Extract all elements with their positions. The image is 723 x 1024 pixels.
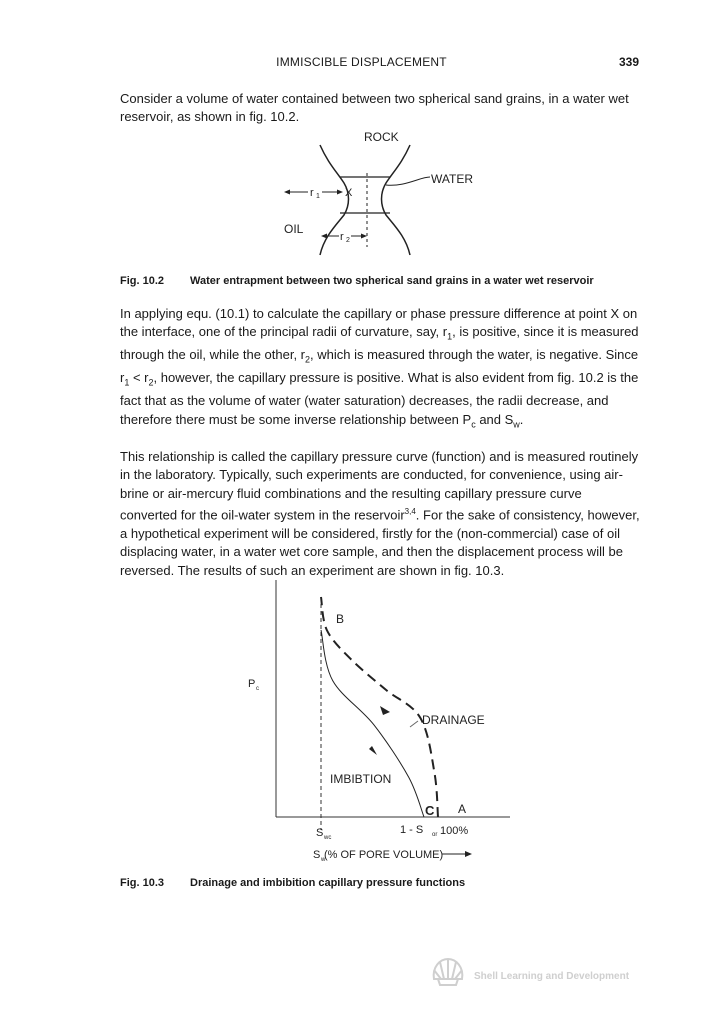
point-b-label: B <box>336 612 345 626</box>
page-number: 339 <box>618 55 639 69</box>
shell-pecten-icon <box>434 959 463 985</box>
x-axis-label-rest: (% OF PORE VOLUME) <box>324 849 444 861</box>
fig2-oil-label: OIL <box>284 222 304 236</box>
drainage-leader <box>410 721 418 727</box>
footer-brand-text: Shell Learning and Development <box>474 971 630 982</box>
point-x-label: X <box>345 187 353 199</box>
r2-subscript: 2 <box>346 237 350 244</box>
figure-10-3-chart <box>230 575 530 870</box>
r1-arrowhead-right <box>337 190 343 195</box>
right-sand-grain <box>382 145 411 255</box>
x-axis-label: S <box>313 849 321 861</box>
caption-text: Drainage and imbibition capillary pressure functions <box>190 877 466 889</box>
figure-10-3-caption <box>120 877 465 889</box>
r2-arrowhead-right <box>361 234 367 239</box>
y-axis-label: P <box>248 678 256 690</box>
caption-number: Fig. 10.2 <box>120 275 165 287</box>
swc-sub: wc <box>324 835 332 841</box>
drainage-label: DRAINAGE <box>422 713 485 727</box>
water-leader-line <box>386 177 430 185</box>
point-c-label: C <box>425 803 435 818</box>
caption-number: Fig. 10.3 <box>120 877 165 889</box>
imbibition-curve <box>321 630 424 817</box>
r2-arrowhead-left <box>321 234 327 239</box>
hundred-percent-label: 100% <box>440 825 469 837</box>
shell-footer-logo <box>430 955 650 991</box>
paragraph-capillary-radii: In applying equ. (10.1) to calculate the capillary or phase pressure difference at point X on the interface, one of the principal radii of curvature, say, $r_1$, is positive, since it is measured through the oil, while the other, $r_2$, which is measured through the water, is negative. Since $r_1 < r_2$, however, the capillary pressure is positive. What is also evident from fig. 10.2 is the fact that as the volume of water (water saturation) decreases, the radii decrease, and therefore there must be some inverse relationship between $P_c$ and $S_w$. <box>120 306 639 430</box>
x-axis-label-sub: w <box>321 857 326 863</box>
running-header: IMMISCIBLE DISPLACEMENT <box>276 55 447 69</box>
x-axis-arrowhead <box>465 851 472 857</box>
fig2-water-label: WATER <box>431 172 473 186</box>
point-a-label: A <box>458 802 467 816</box>
figure-10-2-caption <box>120 275 594 287</box>
left-sand-grain <box>320 145 349 255</box>
intro-paragraph: Consider a volume of water contained between two spherical sand grains, in a water wet reservoir, as shown in fig. 10.2. <box>120 91 629 125</box>
r1-label: r <box>310 187 314 199</box>
r1-subscript: 1 <box>316 193 320 200</box>
imbibition-label: IMBIBTION <box>330 772 392 786</box>
r1-arrowhead-left <box>284 190 290 195</box>
fig2-rock-label: ROCK <box>364 130 399 144</box>
swc-label: S <box>316 827 324 839</box>
figure-10-2 <box>260 125 500 265</box>
y-axis-label-sub: c <box>256 686 259 692</box>
r2-label: r <box>340 231 344 243</box>
caption-text: Water entrapment between two spherical sand grains in a water wet reservoir <box>190 275 594 287</box>
drainage-direction-arrow <box>380 706 390 715</box>
one-minus-sor-sub: or <box>432 832 438 838</box>
imbibition-direction-arrow <box>369 746 377 755</box>
one-minus-sor-label: 1 - S <box>400 824 424 836</box>
paragraph-capillary-curve: This relationship is called the capillary pressure curve (function) and is measured routinely in the laboratory. Typically, such experiments are conducted, for convenience, using air-brine or air-mercury fluid combinations and the resulting capillary pressure curve converted for the oil-water system in the reservoir$^{3,4}$. For the sake of consistency, however, a hypothetical experiment will be considered, firstly for the (non-commercial) case of oil displacing water, in a water wet core sample, and then the displacement process will be reversed. The results of such an experiment are shown in fig. 10.3. <box>120 449 640 578</box>
